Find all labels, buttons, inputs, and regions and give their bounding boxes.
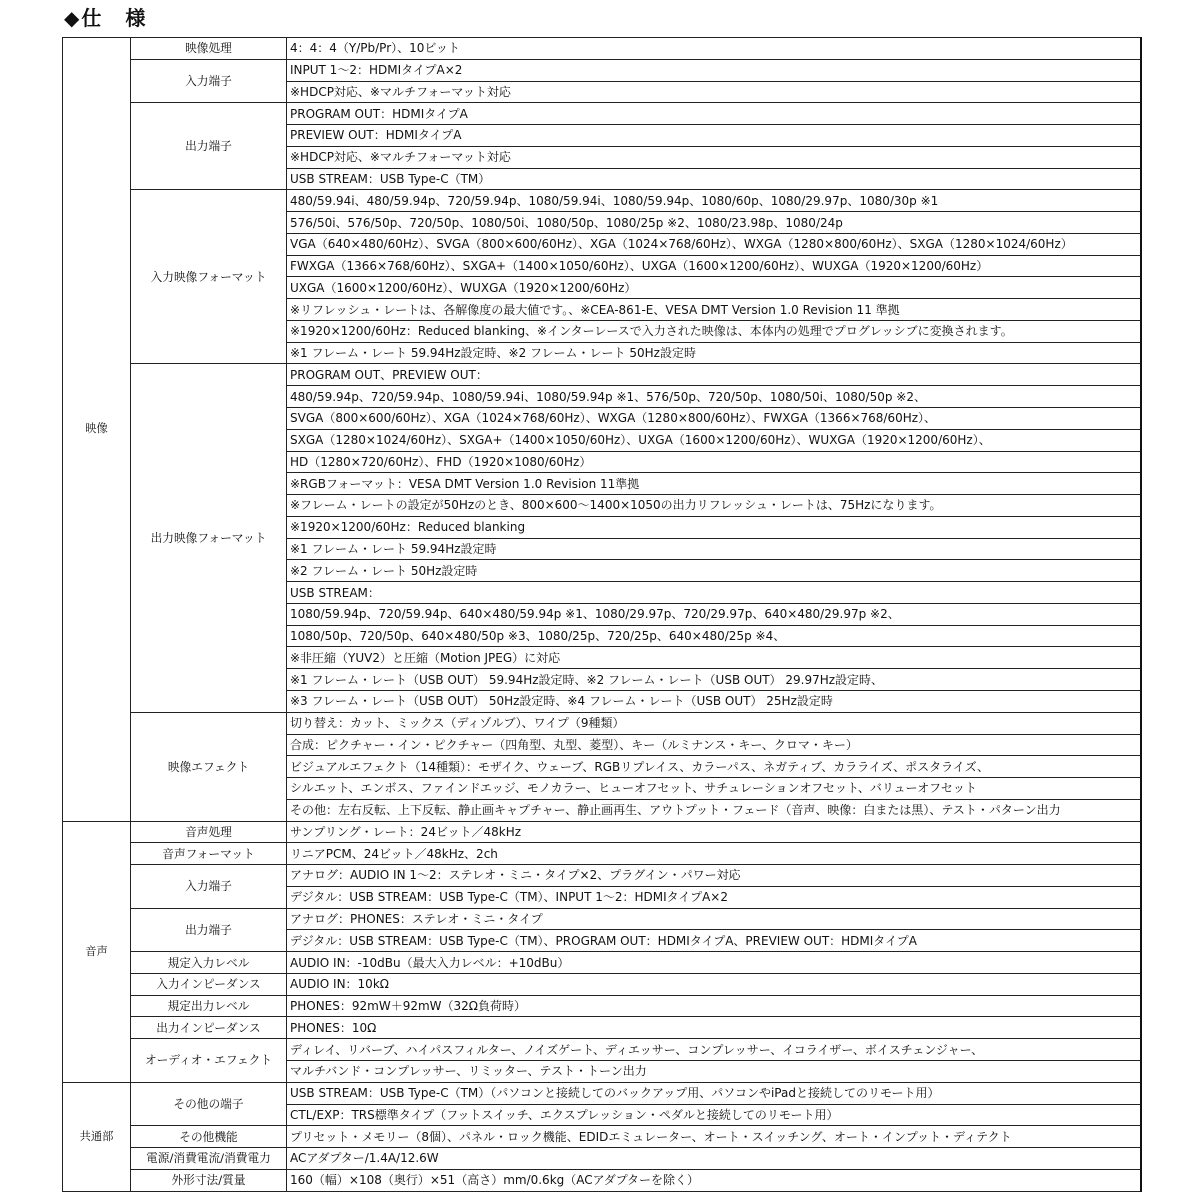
spec-value-text: USB STREAM： [290,585,380,600]
spec-value-text: PREVIEW OUT：HDMIタイプA [290,128,462,143]
spec-label-cell: 入力映像フォーマット [131,190,287,364]
spec-label-cell: その他の端子 [131,1082,287,1126]
spec-label-cell: 出力端子 [131,908,287,952]
spec-value-text: ※1920×1200/60Hz：Reduced blanking [290,520,526,535]
spec-value-cell [287,59,1141,81]
spec-line-row [63,821,1141,843]
spec-value-cell [287,778,1141,800]
spec-value-text: FWXGA（1366×768/60Hz）、SXGA+（1400×1050/60Hz）、UXGA（1600×1200/60Hz）、WUXGA（1920×1200/60Hz） [290,259,989,274]
spec-value-text: ※リフレッシュ・レートは、各解像度の最大値です。、※CEA-861-E、VESA DMT Version 1.0 Revision 11 準拠 [290,302,900,317]
spec-value-cell [287,255,1141,277]
spec-value-cell [287,451,1141,473]
spec-value-text: ※1 フレーム・レート（USB OUT） 59.94Hz設定時、※2 フレーム・レート（USB OUT） 29.97Hz設定時、 [290,672,884,687]
spec-line-row [63,952,1141,974]
spec-value-text: ※非圧縮（YUV2）と圧縮（Motion JPEG）に対応 [290,650,561,665]
spec-line-row [63,1039,1141,1061]
spec-value-cell [287,647,1141,669]
spec-value-text: ※2 フレーム・レート 50Hz設定時 [290,563,478,578]
spec-value-cell [287,821,1141,843]
spec-label-cell: 出力映像フォーマット [131,364,287,712]
spec-label-cell: 出力端子 [131,103,287,190]
spec-value-cell [287,103,1141,125]
spec-value-cell [287,38,1141,60]
spec-value-cell [287,690,1141,712]
spec-value-text: 576/50i、576/50p、720/50p、1080/50i、1080/50p、1080/25p ※2、1080/23.98p、1080/24p [290,215,843,230]
spec-value-cell [287,386,1141,408]
spec-value-text: ※1920×1200/60Hz：Reduced blanking、※インターレースで入力された映像は、本体内の処理でプログレッシブに変換されます。 [290,324,1013,339]
spec-value-text: 4：4：4（Y/Pb/Pr）、10ビット [290,41,460,56]
spec-value-text: ビジュアルエフェクト（14種類）：モザイク、ウェーブ、RGBリプレイス、カラーパス、ネガティブ、カラライズ、ポスタライズ、 [290,759,989,774]
spec-value-text: ※1 フレーム・レート 59.94Hz設定時、※2 フレーム・レート 50Hz設定時 [290,346,696,361]
spec-value-cell [287,603,1141,625]
spec-value-cell [287,625,1141,647]
spec-value-cell [287,1060,1141,1082]
spec-value-cell [287,973,1141,995]
spec-value-cell [287,212,1141,234]
spec-value-text: AUDIO IN：-10dBu（最大入力レベル：+10dBu） [290,955,570,970]
spec-line-row [63,59,1141,81]
spec-value-cell [287,952,1141,974]
spec-value-text: ※1 フレーム・レート 59.94Hz設定時 [290,541,497,556]
spec-line-row [63,865,1141,887]
spec-value-cell [287,146,1141,168]
spec-value-cell [287,190,1141,212]
spec-value-text: ※RGBフォーマット：VESA DMT Version 1.0 Revision 11準拠 [290,476,640,491]
spec-label-cell: 映像処理 [131,38,287,60]
spec-value-cell [287,495,1141,517]
spec-value-cell [287,1017,1141,1039]
spec-value-text: 160（幅）×108（奥行）×51（高さ）mm/0.6kg（ACアダプターを除く） [290,1173,699,1188]
spec-line-row [63,1169,1141,1191]
spec-line-row [63,38,1141,60]
spec-value-cell [287,930,1141,952]
spec-line-row [63,973,1141,995]
spec-value-cell [287,473,1141,495]
spec-label-cell: 入力端子 [131,59,287,103]
spec-line-row [63,843,1141,865]
spec-line-row [63,1126,1141,1148]
spec-value-text: VGA（640×480/60Hz）、SVGA（800×600/60Hz）、XGA（1024×768/60Hz）、WXGA（1280×800/60Hz）、SXGA（1280×1024/60Hz） [290,237,1073,252]
spec-value-cell [287,125,1141,147]
spec-value-text: SXGA（1280×1024/60Hz）、SXGA+（1400×1050/60Hz）、UXGA（1600×1200/60Hz）、WUXGA（1920×1200/60Hz）、 [290,433,991,448]
spec-value-text: サンプリング・レート：24ビット／48kHz [290,824,522,839]
spec-value-text: デジタル：USB STREAM：USB Type-C（TM）、INPUT 1～2：HDMIタイプA×2 [290,890,728,905]
spec-value-text: アナログ：AUDIO IN 1～2：ステレオ・ミニ・タイプ×2、プラグイン・パワー対応 [290,868,741,883]
spec-value-cell [287,364,1141,386]
spec-table-body [63,38,1141,1192]
spec-table [62,37,1142,1192]
spec-value-text: リニアPCM、24ビット／48kHz、2ch [290,846,498,861]
spec-value-text: ※HDCP対応、※マルチフォーマット対応 [290,150,511,165]
spec-line-row [63,190,1141,212]
spec-value-cell [287,408,1141,430]
spec-value-cell [287,908,1141,930]
spec-value-cell [287,886,1141,908]
spec-value-cell [287,865,1141,887]
spec-value-text: デジタル：USB STREAM：USB Type-C（TM）、PROGRAM OUT：HDMIタイプA、PREVIEW OUT：HDMIタイプA [290,933,917,948]
spec-value-text: PROGRAM OUT、PREVIEW OUT： [290,367,488,382]
spec-value-cell [287,277,1141,299]
spec-label-cell: 規定入力レベル [131,952,287,974]
spec-value-text: アナログ：PHONES：ステレオ・ミニ・タイプ [290,912,543,926]
spec-value-text: ※フレーム・レートの設定が50Hzのとき、800×600～1400×1050の出力リフレッシュ・レートは、75Hzになります。 [290,498,942,513]
spec-value-cell [287,1104,1141,1126]
spec-value-text: シルエット、エンボス、ファインドエッジ、モノカラー、ヒューオフセット、サチュレーションオフセット、バリューオフセット [290,781,977,796]
spec-value-cell [287,299,1141,321]
spec-value-cell [287,799,1141,821]
spec-value-text: ディレイ、リバーブ、ハイパスフィルター、ノイズゲート、ディエッサー、コンプレッサー、イコライザー、ボイスチェンジャー、 [290,1042,984,1057]
spec-value-text: SVGA（800×600/60Hz）、XGA（1024×768/60Hz）、WXGA（1280×800/60Hz）、FWXGA（1366×768/60Hz）、 [290,411,937,426]
spec-value-cell [287,1126,1141,1148]
spec-label-cell: 音声処理 [131,821,287,843]
spec-value-text: PHONES：92mW＋92mW（32Ω負荷時） [290,999,526,1014]
spec-label-cell: 電源/消費電流/消費電力 [131,1148,287,1170]
spec-line-row [63,1082,1141,1104]
spec-value-cell [287,233,1141,255]
spec-value-cell [287,516,1141,538]
spec-value-text: CTL/EXP：TRS標準タイプ（フットスイッチ、エクスプレッション・ペダルと接続してのリモート用） [290,1107,839,1122]
spec-line-row [63,103,1141,125]
spec-value-cell [287,669,1141,691]
spec-label-cell: 入力端子 [131,865,287,909]
spec-line-row [63,364,1141,386]
spec-value-text: PROGRAM OUT：HDMIタイプA [290,106,468,121]
spec-value-text: 480/59.94i、480/59.94p、720/59.94p、1080/59.94i、1080/59.94p、1080/60p、1080/29.97p、1080/30p ※1 [290,193,939,208]
spec-value-cell [287,995,1141,1017]
spec-value-text: AUDIO IN：10kΩ [290,977,389,992]
spec-value-cell [287,1148,1141,1170]
spec-value-text: PHONES：10Ω [290,1020,377,1035]
spec-value-text: ACアダプター/1.4A/12.6W [290,1151,439,1166]
spec-value-cell [287,1039,1141,1061]
spec-value-cell [287,81,1141,103]
spec-value-cell [287,582,1141,604]
spec-value-text: UXGA（1600×1200/60Hz）、WUXGA（1920×1200/60Hz） [290,280,637,295]
spec-value-text: USB STREAM：USB Type-C（TM）（パソコンと接続してのバックアップ用、パソコンやiPadと接続してのリモート用） [290,1086,940,1101]
spec-value-text: その他：左右反転、上下反転、静止画キャプチャー、静止画再生、アウトプット・フェード（音声、映像：白または黒）、テスト・パターン出力 [290,803,1061,818]
spec-label-cell: その他機能 [131,1126,287,1148]
spec-value-text: HD（1280×720/60Hz）、FHD（1920×1080/60Hz） [290,454,592,469]
spec-label-cell: オーディオ・エフェクト [131,1039,287,1083]
spec-line-row [63,1148,1141,1170]
spec-value-cell [287,843,1141,865]
spec-value-text: ※HDCP対応、※マルチフォーマット対応 [290,84,511,99]
spec-value-cell [287,320,1141,342]
spec-line-row [63,995,1141,1017]
spec-value-cell [287,429,1141,451]
spec-value-cell [287,756,1141,778]
spec-value-text: 合成：ピクチャー・イン・ピクチャー（四角型、丸型、菱型）、キー（ルミナンス・キー、クロマ・キー） [290,737,858,752]
spec-line-row [63,712,1141,734]
spec-value-text: プリセット・メモリー（8個）、パネル・ロック機能、EDIDエミュレーター、オート・スイッチング、オート・インプット・ディテクト [290,1129,1012,1144]
category-cell: 音声 [63,821,131,1082]
category-cell: 映像 [63,38,131,822]
spec-line-row [63,908,1141,930]
spec-value-text: ※3 フレーム・レート（USB OUT） 50Hz設定時、※4 フレーム・レート（USB OUT） 25Hz設定時 [290,694,833,709]
spec-value-cell [287,1169,1141,1191]
spec-value-cell [287,560,1141,582]
category-cell: 共通部 [63,1082,131,1191]
spec-value-text: 1080/59.94p、720/59.94p、640×480/59.94p ※1、1080/29.97p、720/29.97p、640×480/29.97p ※2、 [290,607,900,622]
spec-value-text: INPUT 1～2：HDMIタイプA×2 [290,63,463,78]
spec-label-cell: 外形寸法/質量 [131,1169,287,1191]
spec-value-text: 1080/50p、720/50p、640×480/50p ※3、1080/25p、720/25p、640×480/25p ※4、 [290,629,786,644]
spec-value-cell [287,712,1141,734]
spec-label-cell: 規定出力レベル [131,995,287,1017]
spec-value-text: 480/59.94p、720/59.94p、1080/59.94i、1080/59.94p ※1、576/50p、720/50p、1080/50i、1080/50p ※2、 [290,389,926,404]
spec-value-text: 切り替え：カット、ミックス（ディゾルブ）、ワイプ（9種類） [290,716,625,731]
spec-value-cell [287,168,1141,190]
spec-line-row [63,1017,1141,1039]
spec-label-cell: 音声フォーマット [131,843,287,865]
spec-value-text: USB STREAM：USB Type-C（TM） [290,171,491,186]
spec-value-text: マルチバンド・コンプレッサー、リミッター、テスト・トーン出力 [290,1064,647,1079]
spec-value-cell [287,342,1141,364]
spec-label-cell: 映像エフェクト [131,712,287,821]
page-title: ◆仕 様 [64,6,148,30]
spec-label-cell: 出力インピーダンス [131,1017,287,1039]
spec-value-cell [287,538,1141,560]
spec-label-cell: 入力インピーダンス [131,973,287,995]
spec-value-cell [287,734,1141,756]
spec-value-cell [287,1082,1141,1104]
